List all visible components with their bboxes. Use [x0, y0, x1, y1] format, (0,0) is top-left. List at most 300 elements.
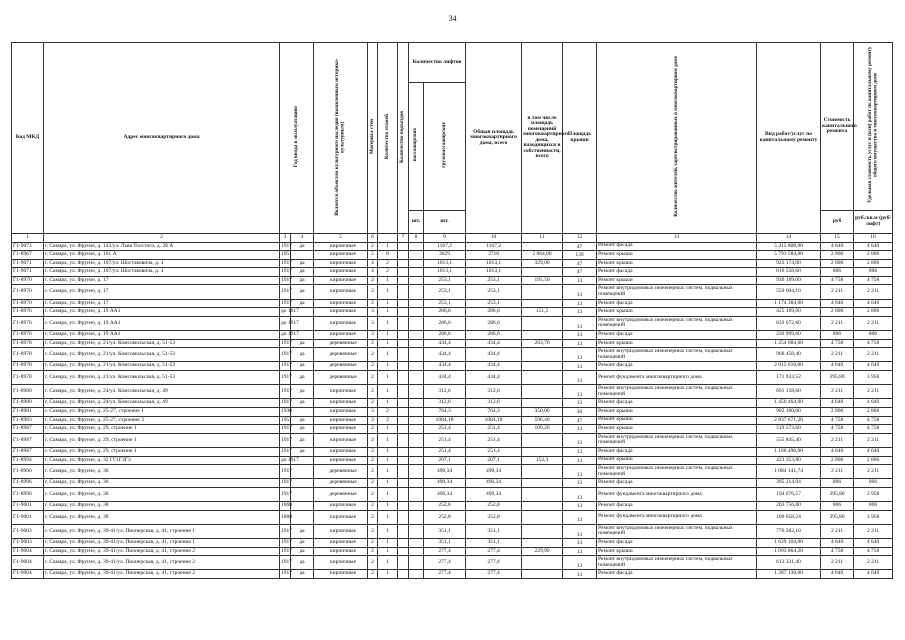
- wall-material-cell: кирпичные: [314, 447, 368, 456]
- owned-area-cell: 312,6: [466, 385, 522, 399]
- mkd-code-cell: Г1-8996: [12, 465, 44, 479]
- passenger-lifts-cell: [398, 385, 409, 399]
- table-row: [12, 268, 893, 277]
- total-area-cell: 490,34: [424, 487, 466, 501]
- passenger-lifts-cell: [398, 456, 409, 465]
- passenger-lifts-cell: [398, 348, 409, 362]
- entrances-cell: 2: [378, 416, 398, 425]
- entrances-cell: 1: [378, 556, 398, 570]
- wall-material-cell: деревянные: [314, 479, 368, 488]
- owned-area-cell: 490,34: [466, 465, 522, 479]
- freight-lifts-cell: [409, 524, 424, 538]
- freight-lifts-cell: [409, 510, 424, 524]
- freight-lifts-cell: [409, 433, 424, 447]
- year-cell: 1917: [280, 385, 291, 399]
- entrances-cell: 1: [378, 502, 398, 511]
- work-type-cell: Ремонт фасада: [597, 362, 757, 371]
- address-cell: г. Самара, ул. Фрунзе, д. 21/ул. Комсомольская, д. 51-53: [44, 362, 280, 371]
- wall-material-cell: кирпичные: [314, 407, 368, 416]
- mkd-code-cell: Г1-9001: [12, 510, 44, 524]
- residents-cell: 47: [563, 416, 597, 425]
- owned-area-cell: 253,1: [466, 285, 522, 299]
- repair-cost-cell: 559 604,10: [757, 285, 821, 299]
- mkd-code-cell: Г1-8980: [12, 399, 44, 408]
- roof-area-cell: [522, 502, 563, 511]
- passenger-lifts-cell: [398, 416, 409, 425]
- repair-cost-cell: 776 282,10: [757, 524, 821, 538]
- limit-cost-cell: 3 958: [854, 487, 893, 501]
- address-cell: г. Самара, ул. Фрунзе, д. 39-41/ул. Пионерская, д. 41, строение 2: [44, 547, 280, 556]
- freight-lifts-cell: [409, 539, 424, 548]
- wall-material-cell: кирпичные: [314, 556, 368, 570]
- mkd-code-cell: Г1-9003: [12, 539, 44, 548]
- total-area-cell: 764,3: [424, 407, 466, 416]
- mkd-code-cell: Г1-9004: [12, 570, 44, 579]
- year-cell: до 1917: [280, 456, 291, 465]
- residents-cell: 13: [563, 362, 597, 371]
- repair-cost-cell: 423 353,80: [757, 456, 821, 465]
- residents-cell: 47: [563, 242, 597, 251]
- owned-area-cell: 1167,2: [466, 242, 522, 251]
- table-row: [12, 502, 893, 511]
- unit-cost-cell: 2 211: [821, 433, 854, 447]
- entrances-cell: 8: [378, 251, 398, 260]
- unit-cost-cell: 2 806: [821, 407, 854, 416]
- work-type-cell: Ремонт крыши: [597, 407, 757, 416]
- limit-cost-cell: 2 806: [854, 251, 893, 260]
- limit-cost-cell: 2 211: [854, 348, 893, 362]
- floors-cell: 3: [368, 416, 378, 425]
- roof-area-cell: [522, 433, 563, 447]
- work-type-cell: Ремонт фасада: [597, 268, 757, 277]
- freight-lifts-cell: [409, 487, 424, 501]
- mkd-code-cell: Г1-8970: [12, 285, 44, 299]
- residents-cell: 47: [563, 259, 597, 268]
- passenger-lifts-cell: [398, 510, 409, 524]
- mkd-code-cell: Г1-8987: [12, 433, 44, 447]
- year-cell: 1917: [280, 547, 291, 556]
- owned-area-cell: 286,6: [466, 316, 522, 330]
- entrances-cell: 1: [378, 339, 398, 348]
- residents-cell: 13: [563, 425, 597, 434]
- wall-material-cell: деревянные: [314, 371, 368, 385]
- work-type-cell: Ремонт фундамента многоквартирного дома: [597, 487, 757, 501]
- limit-cost-cell: 4 758: [854, 425, 893, 434]
- limit-cost-cell: 4 758: [854, 547, 893, 556]
- address-cell: г. Самара, ул. Фрунзе, д. 21/ул. Комсомольская, д. 51-53: [44, 339, 280, 348]
- header-total-area: Общая площадь многоквартирного дома, всего: [466, 43, 522, 234]
- table-row: [12, 407, 893, 416]
- limit-cost-cell: 806: [854, 331, 893, 340]
- limit-cost-cell: 806: [854, 479, 893, 488]
- floors-cell: 3: [368, 308, 378, 317]
- limit-cost-cell: 2 806: [854, 308, 893, 317]
- floors-cell: 2: [368, 285, 378, 299]
- table-row: [12, 456, 893, 465]
- work-type-cell: Ремонт фасада: [597, 539, 757, 548]
- floors-cell: 2: [368, 433, 378, 447]
- roof-area-cell: [522, 510, 563, 524]
- year-cell: 1917: [280, 268, 291, 277]
- entrances-cell: 1: [378, 479, 398, 488]
- owned-area-cell: 277,4: [466, 556, 522, 570]
- year-cell: 1917: [280, 276, 291, 285]
- repair-cost-cell: 1 166 496,00: [757, 447, 821, 456]
- table-row: [12, 524, 893, 538]
- limit-cost-cell: 3 958: [854, 510, 893, 524]
- wall-material-cell: кирпичные: [314, 331, 368, 340]
- mkd-code-cell: Г1-9071: [12, 259, 44, 268]
- entrances-cell: 1: [378, 433, 398, 447]
- work-type-cell: Ремонт внутридомовых инженерных систем, подвальных помещений: [597, 556, 757, 570]
- total-area-cell: 251,4: [424, 447, 466, 456]
- wall-material-cell: кирпичные: [314, 502, 368, 511]
- address-cell: г. Самара, ул. Фрунзе, д. 32 ГГ1Г2Г3: [44, 456, 280, 465]
- capital-repair-table: [11, 42, 893, 579]
- freight-lifts-cell: [409, 316, 424, 330]
- entrances-cell: 1: [378, 362, 398, 371]
- freight-lifts-cell: [409, 251, 424, 260]
- entrances-cell: 2: [378, 407, 398, 416]
- wall-material-cell: деревянные: [314, 362, 368, 371]
- heritage-cell: да: [291, 425, 314, 434]
- floors-cell: 2: [368, 456, 378, 465]
- wall-material-cell: деревянные: [314, 339, 368, 348]
- entrances-cell: 1: [378, 348, 398, 362]
- year-cell: 1951: [280, 251, 291, 260]
- roof-area-cell: [522, 385, 563, 399]
- residents-cell: 13: [563, 371, 597, 385]
- total-area-cell: 1167,2: [424, 242, 466, 251]
- work-type-cell: Ремонт фасада: [597, 299, 757, 308]
- header-freight-lifts: грузопассажирских: [424, 83, 466, 210]
- address-cell: г. Самара, ул. Фрунзе, д. 39-41/ул. Пионерская, д. 41, строение 1: [44, 539, 280, 548]
- roof-area-cell: 195,50: [522, 276, 563, 285]
- residents-cell: 13: [563, 479, 597, 488]
- table-row: [12, 299, 893, 308]
- floors-cell: 2: [368, 447, 378, 456]
- table-row: [12, 362, 893, 371]
- heritage-cell: да: [291, 362, 314, 371]
- address-cell: г. Самара, ул. Фрунзе, д. 21/ул. Комсомольская, д. 51-53: [44, 371, 280, 385]
- heritage-cell: [291, 479, 314, 488]
- unit-cost-cell: 4 758: [821, 416, 854, 425]
- column-number-row: 1 2 3 4 5 6 7 8 9 10 11 12 13 14 15 16: [12, 233, 893, 242]
- residents-cell: 13: [563, 456, 597, 465]
- limit-cost-cell: 806: [854, 268, 893, 277]
- wall-material-cell: кирпичные: [314, 416, 368, 425]
- repair-cost-cell: 1 174 384,00: [757, 299, 821, 308]
- passenger-lifts-cell: [398, 276, 409, 285]
- address-cell: г. Самара, ул. Фрунзе, д. 25-27, строение 3: [44, 416, 280, 425]
- repair-cost-cell: 5 791 584,00: [757, 251, 821, 260]
- freight-lifts-cell: [409, 447, 424, 456]
- owned-area-cell: 1084,18: [466, 416, 522, 425]
- wall-material-cell: кирпичные: [314, 547, 368, 556]
- freight-lifts-cell: [409, 308, 424, 317]
- heritage-cell: да: [291, 276, 314, 285]
- heritage-cell: да: [291, 285, 314, 299]
- header-residents: Количество жителей, зарегистрированных в многоквартирном доме: [597, 43, 757, 234]
- limit-cost-cell: 4 758: [854, 416, 893, 425]
- floors-cell: 2: [368, 425, 378, 434]
- work-type-cell: Ремонт внутридомовых инженерных систем, подвальных помещений: [597, 524, 757, 538]
- limit-cost-cell: 2 211: [854, 556, 893, 570]
- year-cell: 1917: [280, 479, 291, 488]
- year-cell: 1868: [280, 502, 291, 511]
- wall-material-cell: деревянные: [314, 465, 368, 479]
- passenger-lifts-cell: [398, 556, 409, 570]
- floors-cell: 2: [368, 371, 378, 385]
- mkd-code-cell: Г1-8978: [12, 348, 44, 362]
- heritage-cell: [291, 510, 314, 524]
- passenger-lifts-cell: [398, 547, 409, 556]
- table-row: [12, 465, 893, 479]
- roof-area-cell: [522, 299, 563, 308]
- table-row: [12, 570, 893, 579]
- work-type-cell: Ремонт фасада: [597, 570, 757, 579]
- floors-cell: 2: [368, 362, 378, 371]
- limit-cost-cell: 2 211: [854, 433, 893, 447]
- address-cell: г. Самара, ул. Фрунзе, д. 167/ул. Шостаковича, д. 4: [44, 259, 280, 268]
- passenger-lifts-cell: [398, 331, 409, 340]
- entrances-cell: 1: [378, 371, 398, 385]
- work-type-cell: Ремонт крыши: [597, 416, 757, 425]
- mkd-code-cell: Г1-8987: [12, 425, 44, 434]
- entrances-cell: 1: [378, 299, 398, 308]
- table-row: [12, 510, 893, 524]
- heritage-cell: [291, 502, 314, 511]
- freight-lifts-cell: [409, 556, 424, 570]
- wall-material-cell: кирпичные: [314, 524, 368, 538]
- total-area-cell: 490,34: [424, 465, 466, 479]
- limit-cost-cell: 4 758: [854, 276, 893, 285]
- mkd-code-cell: Г1-8978: [12, 362, 44, 371]
- unit-cost-cell: 2 211: [821, 524, 854, 538]
- passenger-lifts-cell: [398, 465, 409, 479]
- floors-cell: 2: [368, 510, 378, 524]
- floors-cell: 3: [368, 331, 378, 340]
- work-type-cell: Ремонт фасада: [597, 479, 757, 488]
- mkd-code-cell: Г1-8996: [12, 487, 44, 501]
- entrances-cell: 1: [378, 385, 398, 399]
- entrances-cell: 1: [378, 456, 398, 465]
- owned-area-cell: 251,4: [466, 447, 522, 456]
- passenger-lifts-cell: [398, 371, 409, 385]
- entrances-cell: 1: [378, 276, 398, 285]
- freight-lifts-cell: [409, 570, 424, 579]
- year-cell: 1917: [280, 487, 291, 501]
- year-cell: 1917: [280, 299, 291, 308]
- table-row: [12, 371, 893, 385]
- roof-area-cell: 263,70: [522, 339, 563, 348]
- limit-cost-cell: 2 211: [854, 465, 893, 479]
- passenger-lifts-cell: [398, 339, 409, 348]
- mkd-code-cell: Г1-8967: [12, 251, 44, 260]
- work-type-cell: Ремонт фундамента многоквартирного дома: [597, 371, 757, 385]
- unit-cost-cell: 2 211: [821, 385, 854, 399]
- roof-area-cell: [522, 348, 563, 362]
- repair-cost-cell: 1 254 684,60: [757, 339, 821, 348]
- floors-cell: 4: [368, 268, 378, 277]
- mkd-code-cell: Г1-8981: [12, 407, 44, 416]
- freight-lifts-cell: [409, 416, 424, 425]
- header-owned-area: в том числе площадь помещений многоквартирного дома, находящихся в собственности, всего: [522, 43, 563, 234]
- floors-cell: 2: [368, 339, 378, 348]
- address-cell: г. Самара, ул. Фрунзе, д. 167/ул. Шостаковича, д. 4: [44, 268, 280, 277]
- roof-area-cell: 229,90: [522, 547, 563, 556]
- floors-cell: 2: [368, 547, 378, 556]
- work-type-cell: Ремонт внутридомовых инженерных систем, подвальных помещений: [597, 433, 757, 447]
- year-cell: 1951: [280, 416, 291, 425]
- header-entrances: Количество подъездов: [398, 43, 409, 234]
- residents-cell: 47: [563, 268, 597, 277]
- owned-area-cell: 434,4: [466, 371, 522, 385]
- total-area-cell: 277,4: [424, 570, 466, 579]
- floors-cell: 4: [368, 259, 378, 268]
- passenger-lifts-cell: [398, 479, 409, 488]
- repair-cost-cell: 982 100,00: [757, 407, 821, 416]
- year-cell: 1917: [280, 465, 291, 479]
- limit-cost-cell: 4 640: [854, 242, 893, 251]
- repair-cost-cell: 171 933,52: [757, 371, 821, 385]
- floors-cell: 3: [368, 407, 378, 416]
- header-wall-material: Материал стен: [368, 43, 378, 234]
- year-cell: до 1917: [280, 316, 291, 330]
- year-cell: 1917: [280, 570, 291, 579]
- roof-area-cell: [522, 331, 563, 340]
- repair-cost-cell: 5 415 808,00: [757, 242, 821, 251]
- heritage-cell: да: [291, 339, 314, 348]
- table-row: [12, 539, 893, 548]
- address-cell: г. Самара, ул. Фрунзе, д. 24/ул. Комсомольская, д. 49: [44, 385, 280, 399]
- owned-area-cell: 253,1: [466, 276, 522, 285]
- freight-lifts-cell: [409, 348, 424, 362]
- unit-cost-cell: 806: [821, 502, 854, 511]
- total-area-cell: 286,6: [424, 308, 466, 317]
- year-cell: 1917: [280, 447, 291, 456]
- owned-area-cell: 207,1: [466, 456, 522, 465]
- heritage-cell: да: [291, 416, 314, 425]
- address-cell: г. Самара, ул. Фрунзе, д. 29, строение 1: [44, 447, 280, 456]
- year-cell: 1930: [280, 407, 291, 416]
- wall-material-cell: кирпичные: [314, 308, 368, 317]
- table-row: [12, 447, 893, 456]
- roof-area-cell: [522, 399, 563, 408]
- freight-lifts-cell: [409, 331, 424, 340]
- total-area-cell: 252,8: [424, 510, 466, 524]
- work-type-cell: Ремонт внутридомовых инженерных систем, подвальных помещений: [597, 348, 757, 362]
- work-type-cell: Ремонт крыши: [597, 308, 757, 317]
- passenger-lifts-cell: [398, 399, 409, 408]
- limit-cost-cell: 4 640: [854, 362, 893, 371]
- residents-cell: 13: [563, 385, 597, 399]
- address-cell: г. Самара, ул. Фрунзе, д. 38: [44, 502, 280, 511]
- limit-cost-cell: 4 640: [854, 447, 893, 456]
- freight-lifts-cell: [409, 456, 424, 465]
- residents-cell: 13: [563, 487, 597, 501]
- total-area-cell: 253,1: [424, 285, 466, 299]
- heritage-cell: да: [291, 259, 314, 268]
- passenger-lifts-cell: [398, 447, 409, 456]
- roof-area-cell: [522, 524, 563, 538]
- limit-cost-cell: 4 640: [854, 299, 893, 308]
- residents-cell: 13: [563, 348, 597, 362]
- table-row: [12, 547, 893, 556]
- total-area-cell: 286,6: [424, 316, 466, 330]
- roof-area-cell: [522, 268, 563, 277]
- owned-area-cell: 252,8: [466, 502, 522, 511]
- entrances-cell: 2: [378, 259, 398, 268]
- work-type-cell: Ремонт фасада: [597, 331, 757, 340]
- entrances-cell: 1: [378, 465, 398, 479]
- owned-area-cell: 434,4: [466, 362, 522, 371]
- unit-cost-cell: 2 211: [821, 556, 854, 570]
- roof-area-cell: 596,40: [522, 416, 563, 425]
- owned-area-cell: 252,8: [466, 510, 522, 524]
- residents-cell: 13: [563, 547, 597, 556]
- roof-area-cell: 2 064,00: [522, 251, 563, 260]
- unit-cost-cell: 2 211: [821, 316, 854, 330]
- mkd-code-cell: Г1-9003: [12, 524, 44, 538]
- floors-cell: 2: [368, 385, 378, 399]
- limit-cost-cell: 4 640: [854, 570, 893, 579]
- owned-area-cell: 490,34: [466, 479, 522, 488]
- mkd-code-cell: Г1-9004: [12, 556, 44, 570]
- owned-area-cell: 251,4: [466, 433, 522, 447]
- unit-cost-cell: 4 758: [821, 425, 854, 434]
- mkd-code-cell: Г1-8976: [12, 308, 44, 317]
- address-cell: г. Самара, ул. Фрунзе, д. 24/ул. Комсомольская, д. 49: [44, 399, 280, 408]
- repair-cost-cell: 1 093 864,20: [757, 547, 821, 556]
- repair-cost-cell: 960 458,40: [757, 348, 821, 362]
- work-type-cell: Ремонт крыши: [597, 339, 757, 348]
- residents-cell: 13: [563, 308, 597, 317]
- owned-area-cell: 277,4: [466, 547, 522, 556]
- passenger-lifts-cell: [398, 316, 409, 330]
- address-cell: г. Самара, ул. Фрунзе, д. 19 АА1: [44, 316, 280, 330]
- wall-material-cell: кирпичные: [314, 316, 368, 330]
- mkd-code-cell: Г1-9001: [12, 502, 44, 511]
- header-lifts: Количество лифтов: [409, 43, 466, 83]
- roof-area-cell: 109,20: [522, 425, 563, 434]
- owned-area-cell: 3718: [466, 251, 522, 260]
- table-row: [12, 259, 893, 268]
- freight-lifts-cell: [409, 362, 424, 371]
- freight-lifts-cell: [409, 276, 424, 285]
- roof-area-cell: [522, 447, 563, 456]
- table-row: [12, 339, 893, 348]
- total-area-cell: 277,4: [424, 556, 466, 570]
- wall-material-cell: кирпичные: [314, 299, 368, 308]
- passenger-lifts-cell: [398, 502, 409, 511]
- work-type-cell: Ремонт фасада: [597, 502, 757, 511]
- unit-lifts-pass: шт.: [409, 210, 424, 233]
- freight-lifts-cell: [409, 385, 424, 399]
- address-cell: г. Самара, ул. Фрунзе, д. 36: [44, 465, 280, 479]
- wall-material-cell: кирпичные: [314, 285, 368, 299]
- residents-cell: 13: [563, 539, 597, 548]
- work-type-cell: Ремонт внутридомовых инженерных систем, подвальных помещений: [597, 285, 757, 299]
- total-area-cell: 253,1: [424, 299, 466, 308]
- passenger-lifts-cell: [398, 251, 409, 260]
- floors-cell: 2: [368, 487, 378, 501]
- year-cell: 1917: [280, 242, 291, 251]
- unit-cost-cell: 4 640: [821, 242, 854, 251]
- address-cell: г. Самара, ул. Фрунзе, д. 21/ул. Комсомольская, д. 51-53: [44, 348, 280, 362]
- mkd-code-cell: Г1-9072: [12, 242, 44, 251]
- passenger-lifts-cell: [398, 259, 409, 268]
